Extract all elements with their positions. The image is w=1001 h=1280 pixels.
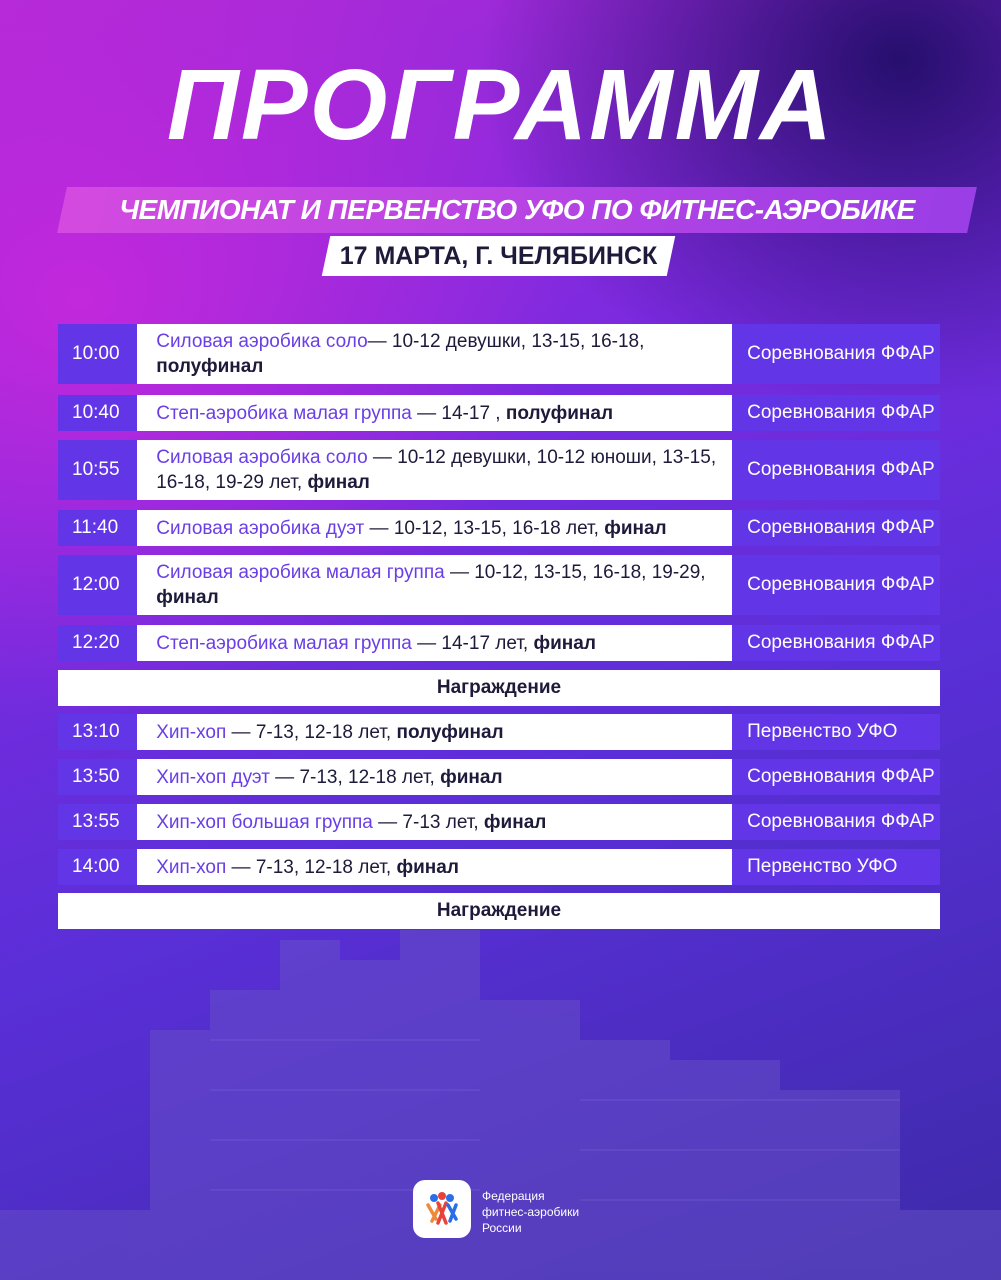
schedule-row [58, 849, 940, 885]
row-details: — 7-13, 12-18 лет, [226, 856, 392, 878]
row-details: — 7-13, 12-18 лет, [269, 766, 435, 788]
row-details: — 10-12, 13-15, 16-18 лет, [364, 517, 599, 539]
schedule-row [58, 714, 940, 750]
row-time: 13:50 [58, 759, 137, 795]
row-description [137, 395, 732, 431]
row-details: — 10-12 девушки, 13-15, 16-18, [367, 331, 645, 352]
row-details: — 7-13 лет, [372, 811, 479, 833]
row-description [137, 510, 732, 546]
row-discipline: Силовая аэробика соло [156, 331, 368, 352]
row-description [137, 849, 732, 885]
row-details: — 14-17 лет, [411, 632, 529, 654]
row-discipline: Хип-хоп большая группа [156, 811, 373, 833]
row-discipline: Силовая аэробика малая группа [156, 562, 445, 583]
row-stage: финал [307, 472, 370, 493]
award-ceremony-row: Награждение [58, 670, 940, 706]
row-time: 10:55 [58, 440, 137, 500]
row-organizer: Соревнования ФФАР [732, 440, 940, 500]
row-time: 10:40 [58, 395, 137, 431]
row-stage: полуфинал [396, 721, 504, 743]
logo-line-1: Федерация [482, 1189, 545, 1203]
row-stage: финал [440, 766, 503, 788]
row-organizer: Соревнования ФФАР [732, 510, 940, 546]
row-stage: финал [483, 811, 547, 833]
row-discipline: Хип-хоп [156, 856, 227, 878]
row-description [137, 324, 732, 384]
row-description [137, 625, 732, 661]
row-stage: полуфинал [505, 402, 614, 424]
row-stage: финал [604, 517, 667, 539]
people-logo-icon [413, 1180, 471, 1238]
row-details: — 10-12 девушки, 10-12 юноши, 13-15, 16-18, 19-29 лет, [156, 447, 717, 493]
row-organizer: Соревнования ФФАР [732, 804, 940, 840]
row-time: 12:20 [58, 625, 137, 661]
row-organizer: Первенство УФО [732, 714, 940, 750]
row-organizer: Соревнования ФФАР [732, 555, 940, 615]
row-organizer: Соревнования ФФАР [732, 759, 940, 795]
row-time: 13:10 [58, 714, 137, 750]
row-discipline: Силовая аэробика соло [156, 447, 368, 468]
row-stage: полуфинал [156, 356, 264, 377]
event-subtitle: ЧЕМПИОНАТ И ПЕРВЕНСТВО УФО ПО ФИТНЕС-АЭРОБИКЕ [119, 194, 915, 225]
row-time: 14:00 [58, 849, 137, 885]
schedule-row [58, 440, 940, 500]
logo-line-3: России [482, 1221, 522, 1235]
row-description [137, 759, 732, 795]
row-stage: финал [396, 856, 459, 878]
event-date: 17 МАРТА, Г. ЧЕЛЯБИНСК [339, 242, 658, 270]
row-discipline: Степ-аэробика малая группа [156, 632, 412, 654]
row-organizer: Первенство УФО [732, 849, 940, 885]
row-organizer: Соревнования ФФАР [732, 324, 940, 384]
row-details: — 14-17 , [411, 402, 501, 424]
federation-logo-text [482, 1188, 579, 1236]
schedule-row [58, 324, 940, 384]
row-details: — 10-12, 13-15, 16-18, 19-29, [444, 562, 706, 583]
row-description [137, 440, 732, 500]
row-description [137, 804, 732, 840]
row-discipline: Хип-хоп [156, 721, 227, 743]
row-time: 12:00 [58, 555, 137, 615]
award-ceremony-row: Награждение [58, 893, 940, 929]
row-discipline: Силовая аэробика дуэт [156, 517, 365, 539]
schedule-row [58, 804, 940, 840]
row-stage: финал [156, 587, 219, 608]
row-discipline: Хип-хоп дуэт [156, 766, 270, 788]
row-time: 13:55 [58, 804, 137, 840]
row-time: 11:40 [58, 510, 137, 546]
schedule-row [58, 510, 940, 546]
row-organizer: Соревнования ФФАР [732, 395, 940, 431]
row-stage: финал [533, 632, 596, 654]
page-title: ПРОГРАММА [166, 49, 835, 161]
row-description [137, 555, 732, 615]
schedule-row [58, 759, 940, 795]
row-discipline: Степ-аэробика малая группа [156, 402, 412, 424]
row-details: — 7-13, 12-18 лет, [226, 721, 392, 743]
row-time: 10:00 [58, 324, 137, 384]
schedule-row [58, 625, 940, 661]
row-description [137, 714, 732, 750]
schedule-row [58, 555, 940, 615]
logo-line-2: фитнес-аэробики [482, 1205, 580, 1219]
row-organizer: Соревнования ФФАР [732, 625, 940, 661]
schedule-row [58, 395, 940, 431]
